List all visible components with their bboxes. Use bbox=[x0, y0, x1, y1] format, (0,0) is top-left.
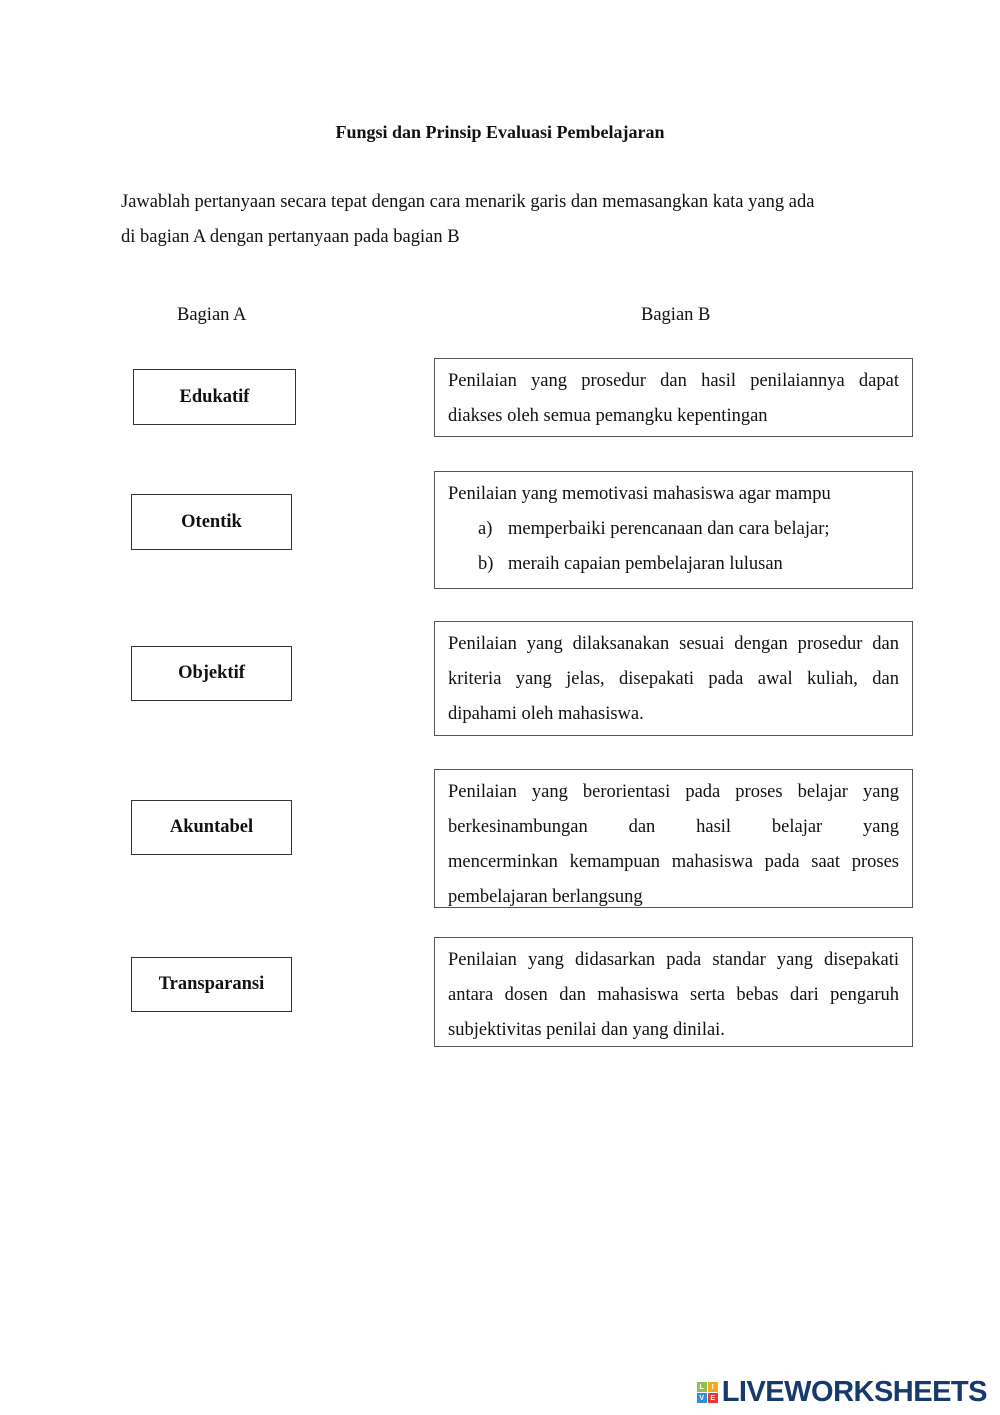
definition-line: mencerminkan kemampuan mahasiswa pada saat proses bbox=[448, 852, 899, 872]
list-item bbox=[448, 512, 899, 547]
list-text: meraih capaian pembelajaran lulusan bbox=[508, 554, 783, 574]
definition-line: diakses oleh semua pemangku kepentingan bbox=[448, 406, 768, 426]
term-box-edukatif[interactable]: Edukatif bbox=[133, 369, 296, 425]
definition-box-5[interactable] bbox=[434, 937, 913, 1047]
definition-line: antara dosen dan mahasiswa serta bebas dari pengaruh bbox=[448, 985, 899, 1005]
definition-box-4[interactable] bbox=[434, 769, 913, 908]
definition-box-1[interactable] bbox=[434, 358, 913, 437]
logo-cube: V bbox=[697, 1393, 707, 1403]
definition-line: berkesinambungan dan hasil belajar yang bbox=[448, 817, 899, 837]
definition-line: Penilaian yang dilaksanakan sesuai dengan prosedur dan bbox=[448, 634, 899, 654]
page-title: Fungsi dan Prinsip Evaluasi Pembelajaran bbox=[335, 122, 665, 142]
logo-cube: L bbox=[697, 1382, 707, 1392]
list-item bbox=[448, 547, 899, 582]
definition-line: Penilaian yang didasarkan pada standar yang disepakati bbox=[448, 950, 899, 970]
definition-line: Penilaian yang berorientasi pada proses belajar yang bbox=[448, 782, 899, 802]
header-part-b: Bagian B bbox=[641, 305, 711, 325]
list-text: memperbaiki perencanaan dan cara belajar; bbox=[508, 519, 830, 539]
term-box-objektif[interactable]: Objektif bbox=[131, 646, 292, 701]
term-box-otentik[interactable]: Otentik bbox=[131, 494, 292, 550]
instruction-line-1: Jawablah pertanyaan secara tepat dengan cara menarik garis dan memasangkan kata yang ada bbox=[121, 192, 815, 212]
term-box-transparansi[interactable]: Transparansi bbox=[131, 957, 292, 1012]
instruction-line-2: di bagian A dengan pertanyaan pada bagian B bbox=[121, 227, 460, 247]
definition-line: subjektivitas penilai dan yang dinilai. bbox=[448, 1020, 725, 1040]
definition-line: dipahami oleh mahasiswa. bbox=[448, 704, 644, 724]
logo-cube: E bbox=[708, 1393, 718, 1403]
term-box-akuntabel[interactable]: Akuntabel bbox=[131, 800, 292, 855]
logo-text: LIVEWORKSHEETS bbox=[721, 1376, 987, 1408]
definition-line: Penilaian yang memotivasi mahasiswa agar mampu bbox=[448, 484, 831, 504]
header-part-a: Bagian A bbox=[177, 305, 247, 325]
list-marker: a) bbox=[478, 519, 493, 539]
definition-line: pembelajaran berlangsung bbox=[448, 887, 643, 907]
definition-line: Penilaian yang prosedur dan hasil penilaiannya dapat bbox=[448, 371, 899, 391]
logo-cubes-icon bbox=[697, 1382, 718, 1403]
liveworksheets-logo bbox=[697, 1376, 987, 1409]
logo-cube: I bbox=[708, 1382, 718, 1392]
definition-box-3[interactable] bbox=[434, 621, 913, 736]
list-marker: b) bbox=[478, 554, 494, 574]
definition-line: kriteria yang jelas, disepakati pada awal kuliah, dan bbox=[448, 669, 899, 689]
definition-box-2[interactable] bbox=[434, 471, 913, 589]
